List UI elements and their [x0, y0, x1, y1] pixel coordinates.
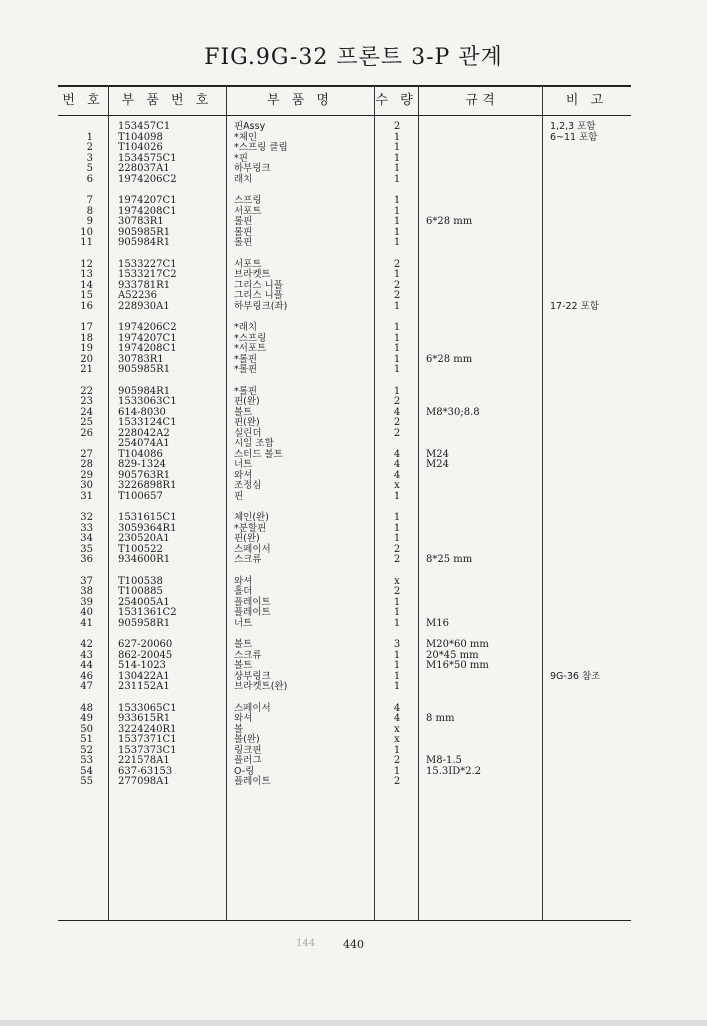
part-name: 스크류: [234, 554, 262, 565]
quantity: 1: [393, 617, 401, 629]
part-number: 277098A1: [118, 776, 170, 787]
part-number: 228930A1: [118, 300, 170, 312]
row-number: 47: [80, 681, 93, 692]
part-name: 너트: [234, 617, 253, 629]
quantity: x: [394, 734, 400, 745]
table-row: [58, 513, 631, 524]
parts-table-body: [58, 122, 631, 788]
part-number: 905984R1: [118, 237, 171, 248]
row-number: 22: [80, 385, 93, 397]
row-number: 27: [80, 448, 93, 460]
part-number: T104026: [118, 142, 163, 153]
part-name: 그리스 니플: [234, 290, 283, 301]
quantity: 1: [393, 385, 401, 397]
table-row: [58, 587, 631, 598]
part-name: 조정심: [234, 480, 262, 491]
part-number: 627-20060: [118, 639, 173, 650]
quantity: 1: [393, 131, 401, 143]
part-name: 홀더: [234, 586, 253, 597]
part-name: *핀: [234, 152, 248, 164]
part-name: *분할핀: [234, 522, 267, 534]
part-name: *체인: [234, 131, 258, 143]
row-number: 20: [80, 353, 93, 365]
part-name: 핀: [234, 490, 244, 502]
part-name: 실린더: [234, 427, 262, 439]
part-name: 롤핀: [234, 216, 253, 227]
quantity: 1: [393, 522, 401, 534]
row-number: 14: [80, 279, 93, 291]
specification: M8-1.5: [426, 755, 462, 766]
row-number: 3: [86, 152, 93, 164]
table-row: [58, 619, 631, 630]
quantity: 1: [393, 300, 401, 312]
row-number: 10: [80, 226, 93, 238]
table-row: [58, 608, 631, 619]
part-name: 너트: [234, 459, 253, 470]
specification: 6*28 mm: [426, 216, 473, 227]
row-number: 26: [80, 427, 93, 439]
part-name: *래치: [234, 322, 258, 333]
part-name: 핀Assy: [234, 121, 266, 132]
table-row: [58, 492, 631, 503]
specification: M20*60 mm: [426, 639, 489, 650]
quantity: 1: [393, 607, 401, 618]
quantity: 1: [393, 670, 401, 682]
part-number: 1533063C1: [118, 396, 177, 407]
quantity: 1: [393, 364, 401, 375]
row-number: 1: [86, 131, 93, 143]
part-name: 브라켓트: [234, 269, 271, 280]
quantity: 4: [393, 459, 401, 470]
header-remarks: 비 고: [565, 93, 608, 108]
quantity: 2: [393, 554, 401, 565]
table-row: [58, 175, 631, 186]
part-number: T100885: [118, 586, 163, 597]
row-number: 46: [80, 670, 93, 682]
part-number: 254005A1: [118, 596, 170, 608]
table-row: [58, 682, 631, 693]
quantity: 1: [393, 596, 401, 608]
header-name: 부 품 명: [267, 93, 333, 108]
quantity: 1: [393, 533, 401, 544]
quantity: 1: [393, 660, 401, 671]
row-number: 23: [80, 396, 93, 407]
part-name: 볼: [234, 723, 244, 735]
specification: 15.3ID*2.2: [426, 765, 482, 777]
part-name: 핀(완): [234, 417, 260, 428]
part-name: 상부링크: [234, 670, 271, 682]
part-number: 228037A1: [118, 163, 170, 174]
quantity: 2: [393, 290, 401, 301]
quantity: 1: [393, 681, 401, 692]
part-number: 862-20045: [118, 649, 173, 661]
part-name: 롤핀: [234, 226, 253, 238]
part-name: 래치: [234, 173, 253, 185]
table-row: [58, 555, 631, 566]
scan-edge: [0, 1020, 707, 1026]
row-number: 43: [80, 649, 93, 661]
part-name: 볼트: [234, 406, 253, 418]
quantity: 4: [393, 713, 401, 724]
row-number: 34: [80, 533, 93, 544]
quantity: 2: [393, 755, 401, 766]
table-row: [58, 481, 631, 492]
part-name: 플러그: [234, 755, 262, 766]
table-row: [58, 323, 631, 334]
table-row: [58, 661, 631, 672]
remarks: 1,2,3 포함: [550, 121, 596, 132]
row-number: 37: [80, 575, 93, 587]
quantity: 1: [393, 353, 401, 365]
quantity: 2: [393, 776, 401, 787]
part-number: T100657: [118, 490, 163, 502]
row-number: 44: [80, 660, 93, 671]
part-number: 1974207C1: [118, 195, 177, 206]
part-name: 스프링: [234, 195, 262, 206]
row-number: 28: [80, 459, 93, 470]
part-name: 그리스 니플: [234, 279, 283, 291]
quantity: 4: [393, 406, 401, 418]
page-number: 440: [343, 938, 364, 951]
quantity: 1: [393, 173, 401, 185]
part-name: *롤핀: [234, 385, 258, 397]
row-number: 39: [80, 596, 93, 608]
part-number: 905958R1: [118, 617, 171, 629]
part-number: 905985R1: [118, 364, 171, 375]
row-number: 25: [80, 417, 93, 428]
table-row: [58, 365, 631, 376]
part-name: 스페이서: [234, 702, 271, 714]
part-name: 플레이트: [234, 776, 271, 787]
row-number: 41: [80, 617, 93, 629]
part-number: T104086: [118, 448, 163, 460]
part-name: 서포트: [234, 205, 262, 217]
specification: M16: [426, 617, 449, 629]
quantity: 2: [393, 543, 401, 555]
table-row: [58, 534, 631, 545]
row-number: 18: [80, 332, 93, 344]
part-name: *롤핀: [234, 364, 258, 375]
row-number: 13: [80, 269, 93, 280]
part-name: *스프링: [234, 332, 267, 344]
table-row: [58, 439, 631, 450]
part-number: 1974208C1: [118, 205, 177, 217]
table-row: [58, 122, 631, 133]
row-number: 40: [80, 607, 93, 618]
part-number: 153457C1: [118, 121, 171, 132]
part-number: 614-8030: [118, 406, 166, 418]
quantity: 1: [393, 142, 401, 153]
part-name: 하부링크: [234, 163, 271, 174]
part-name: 롤핀: [234, 237, 253, 248]
part-name: O-링: [234, 765, 255, 777]
table-row: [58, 460, 631, 471]
header-bottom-rule: [58, 115, 631, 116]
part-number: 1533065C1: [118, 702, 177, 714]
specification: 8*25 mm: [426, 554, 473, 565]
quantity: 1: [393, 332, 401, 344]
part-name: 와셔: [234, 713, 253, 724]
part-name: 와셔: [234, 469, 253, 481]
part-number: 231152A1: [118, 681, 170, 692]
row-number: 33: [80, 522, 93, 534]
part-number: 933781R1: [118, 279, 171, 291]
quantity: x: [394, 723, 400, 735]
part-number: 514-1023: [118, 660, 166, 671]
quantity: 2: [393, 586, 401, 597]
quantity: 1: [393, 343, 401, 354]
part-number: 933615R1: [118, 713, 171, 724]
specification: 6*28 mm: [426, 353, 473, 365]
table-row: [58, 164, 631, 175]
row-number: 49: [80, 713, 93, 724]
quantity: 2: [393, 121, 401, 132]
part-number: 30783R1: [118, 353, 164, 365]
part-name: 브라켓트(완): [234, 681, 288, 692]
part-number: 1974206C2: [118, 173, 177, 185]
part-number: 254074A1: [118, 438, 170, 449]
quantity: 2: [393, 417, 401, 428]
part-name: *스프링 클립: [234, 142, 288, 153]
quantity: 1: [393, 205, 401, 217]
row-number: 50: [80, 723, 93, 735]
part-number: 130422A1: [118, 670, 170, 682]
quantity: 2: [393, 396, 401, 407]
row-number: 30: [80, 480, 93, 491]
part-number: 1531615C1: [118, 512, 177, 523]
part-number: T100538: [118, 575, 163, 587]
specification: M24: [426, 448, 449, 460]
table-top-rule: [58, 85, 631, 87]
remarks: 17-22 포함: [550, 300, 599, 312]
part-name: 핀(완): [234, 533, 260, 544]
row-number: 6: [86, 173, 93, 185]
quantity: 2: [393, 279, 401, 291]
quantity: 1: [393, 216, 401, 227]
quantity: 1: [393, 744, 401, 756]
row-number: 35: [80, 543, 93, 555]
table-bottom-rule: [58, 920, 631, 921]
row-number: 53: [80, 755, 93, 766]
part-name: 볼트: [234, 639, 253, 650]
part-name: 와셔: [234, 575, 253, 587]
remarks: 9G-36 참조: [550, 670, 601, 682]
specification: 8 mm: [426, 713, 455, 724]
row-number: 11: [80, 237, 93, 248]
table-header: [58, 88, 631, 114]
quantity: 1: [393, 195, 401, 206]
quantity: 1: [393, 649, 401, 661]
part-number: 637-63153: [118, 765, 173, 777]
quantity: 1: [393, 163, 401, 174]
quantity: 4: [393, 702, 401, 714]
row-number: 24: [80, 406, 93, 418]
part-name: 링크핀: [234, 744, 262, 756]
table-row: [58, 640, 631, 651]
row-number: 5: [86, 163, 93, 174]
part-number: 1531361C2: [118, 607, 177, 618]
table-row: [58, 302, 631, 313]
part-number: 3059364R1: [118, 522, 177, 534]
quantity: 3: [393, 639, 401, 650]
table-row: [58, 714, 631, 725]
row-number: 21: [80, 364, 93, 375]
page-title: FIG.9G-32 프론트 3-P 관계: [204, 45, 503, 70]
part-number: A52236: [118, 290, 158, 301]
part-number: 1537371C1: [118, 734, 177, 745]
row-number: 16: [80, 300, 93, 312]
part-name: 시일 조합: [234, 438, 274, 449]
part-name: 스페이서: [234, 543, 271, 555]
table-row: [58, 238, 631, 249]
part-name: 볼(완): [234, 734, 260, 745]
specification: M8*30;8.8: [426, 406, 480, 418]
row-number: 51: [80, 734, 93, 745]
quantity: 1: [393, 322, 401, 333]
row-number: 7: [86, 195, 93, 206]
table-row: [58, 291, 631, 302]
part-number: 1974207C1: [118, 332, 177, 344]
part-number: 1974206C2: [118, 322, 177, 333]
part-name: 볼트: [234, 660, 253, 671]
part-number: 3224240R1: [118, 723, 177, 735]
table-row: [58, 217, 631, 228]
row-number: 12: [80, 258, 93, 270]
table-row: [58, 270, 631, 281]
table-row: [58, 143, 631, 154]
table-row: [58, 397, 631, 408]
part-name: *롤핀: [234, 353, 258, 365]
table-row: [58, 756, 631, 767]
table-row: [58, 196, 631, 207]
part-name: 플레이트: [234, 596, 271, 608]
part-name: 체인(완): [234, 512, 269, 523]
row-number: 8: [86, 205, 93, 217]
row-number: 15: [80, 290, 93, 301]
part-name: 하부링크(좌): [234, 300, 288, 312]
row-number: 29: [80, 469, 93, 481]
row-number: 48: [80, 702, 93, 714]
part-name: 플레이트: [234, 607, 271, 618]
part-name: *서포트: [234, 343, 267, 354]
part-number: 905984R1: [118, 385, 171, 397]
row-number: 32: [80, 512, 93, 523]
part-number: 1533217C2: [118, 269, 177, 280]
part-number: 829-1324: [118, 459, 166, 470]
part-number: 228042A2: [118, 427, 170, 439]
row-number: 19: [80, 343, 93, 354]
part-number: 1974208C1: [118, 343, 177, 354]
row-number: 17: [80, 322, 93, 333]
header-no: 번 호: [62, 93, 104, 108]
quantity: x: [394, 480, 400, 491]
part-number: 230520A1: [118, 533, 170, 544]
part-number: 1534575C1: [118, 152, 177, 164]
part-number: 934600R1: [118, 554, 171, 565]
row-number: 54: [80, 765, 93, 777]
quantity: 1: [393, 226, 401, 238]
faint-mark: 144: [296, 938, 316, 949]
table-row: [58, 735, 631, 746]
quantity: 4: [393, 448, 401, 460]
header-spec: 규 격: [465, 93, 495, 108]
quantity: x: [394, 575, 400, 587]
row-number: 36: [80, 554, 93, 565]
part-number: T100522: [118, 543, 163, 555]
part-number: 1537373C1: [118, 744, 177, 756]
part-number: 30783R1: [118, 216, 164, 227]
part-number: T104098: [118, 131, 163, 143]
remarks: 6~11 포함: [550, 131, 598, 143]
row-number: 52: [80, 744, 93, 756]
part-number: 1533124C1: [118, 417, 177, 428]
specification: M16*50 mm: [426, 660, 489, 671]
row-number: 9: [86, 216, 93, 227]
row-number: 38: [80, 586, 93, 597]
quantity: 2: [393, 258, 401, 270]
specification: M24: [426, 459, 449, 470]
quantity: 4: [393, 469, 401, 481]
part-number: 1533227C1: [118, 258, 177, 270]
quantity: 1: [393, 237, 401, 248]
quantity: 1: [393, 765, 401, 777]
part-name: 스크류: [234, 649, 262, 661]
quantity: 1: [393, 269, 401, 280]
part-name: 핀(완): [234, 396, 260, 407]
row-number: 31: [80, 490, 93, 502]
part-number: 905985R1: [118, 226, 171, 238]
row-number: 55: [80, 776, 93, 787]
table-row: [58, 777, 631, 788]
specification: 20*45 mm: [426, 649, 479, 661]
table-row: [58, 344, 631, 355]
quantity: 1: [393, 512, 401, 523]
row-number: 2: [86, 142, 93, 153]
quantity: 1: [393, 490, 401, 502]
part-name: 서포트: [234, 258, 262, 270]
part-number: 3226898R1: [118, 480, 177, 491]
quantity: 2: [393, 427, 401, 439]
part-name: 스터드 볼트: [234, 448, 283, 460]
quantity: 1: [393, 152, 401, 164]
table-row: [58, 418, 631, 429]
header-qty: 수 량: [375, 93, 417, 108]
header-part-no: 부 품 번 호: [121, 93, 213, 108]
part-number: 221578A1: [118, 755, 170, 766]
part-number: 905763R1: [118, 469, 171, 481]
row-number: 42: [80, 639, 93, 650]
